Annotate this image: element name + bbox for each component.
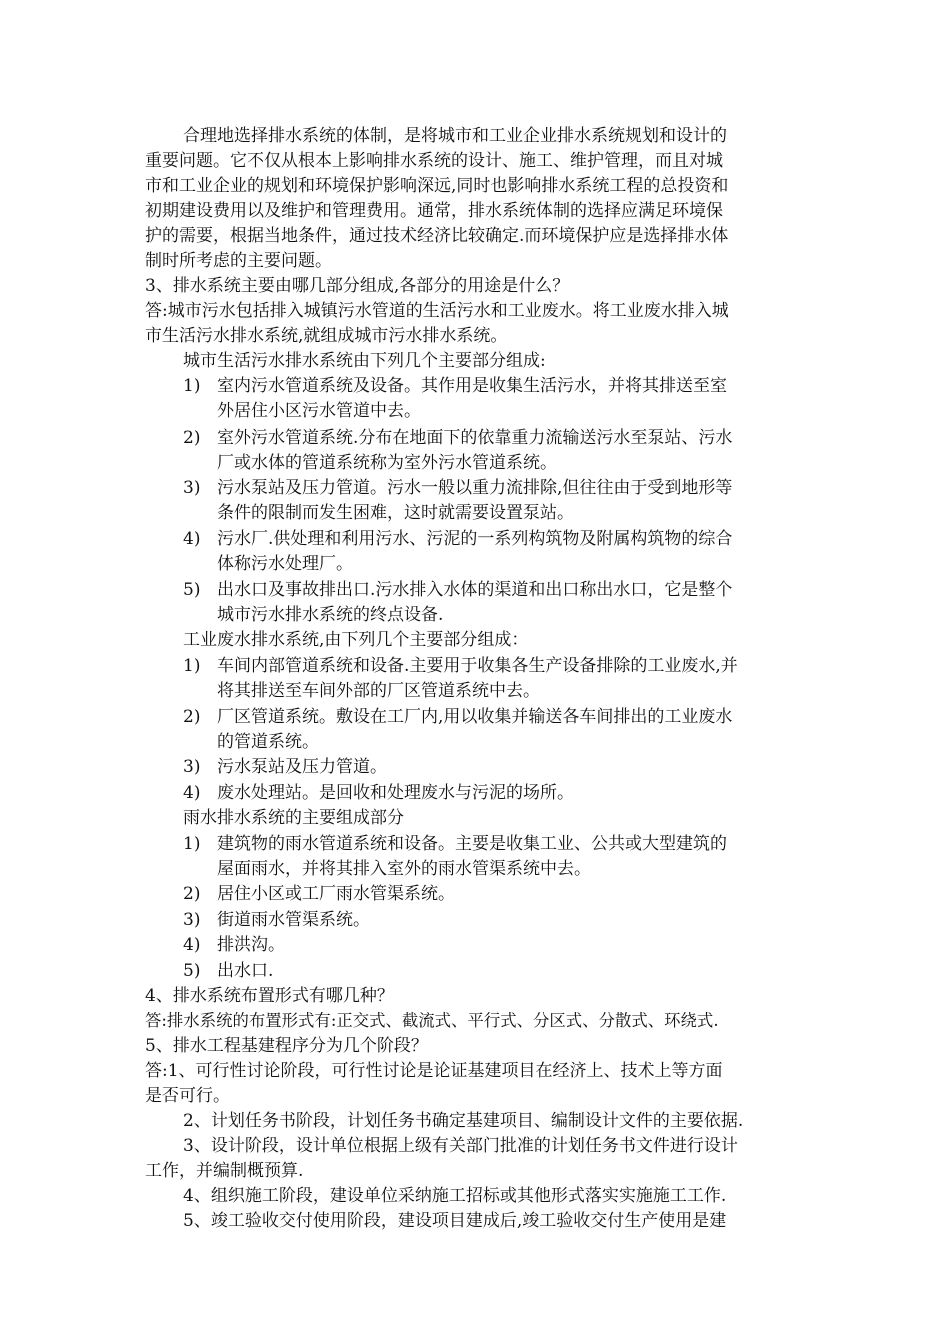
industrial-item-1-number: 1) <box>183 656 201 676</box>
domestic-heading: 城市生活污水排水系统由下列几个主要部分组成: <box>183 351 546 371</box>
q3-answer-line-2: 市生活污水排水系统,就组成城市污水排水系统。 <box>145 326 508 346</box>
rain-item-2-number: 2) <box>183 884 201 904</box>
intro-line-2: 重要问题。它不仅从根本上影响排水系统的设计、施工、维护管理，而且对城 <box>145 151 723 171</box>
intro-line-6: 制时所考虑的主要问题。 <box>145 251 332 271</box>
q3-question: 3、排水系统主要由哪几部分组成,各部分的用途是什么？ <box>145 276 570 296</box>
industrial-item-2-number: 2) <box>183 707 201 727</box>
q5-answer-line-2: 是否可行。 <box>145 1086 230 1106</box>
rain-item-1-line-2: 屋面雨水，并将其排入室外的雨水管渠系统中去。 <box>217 859 591 879</box>
intro-line-5: 护的需要，根据当地条件，通过技术经济比较确定.而环境保护应是选择排水体 <box>145 226 729 246</box>
industrial-item-1-line-2: 将其排送至车间外部的厂区管道系统中去。 <box>217 681 540 701</box>
intro-line-4: 初期建设费用以及维护和管理费用。通常，排水系统体制的选择应满足环境保 <box>145 201 723 221</box>
domestic-item-3-line-2: 条件的限制而发生困难，这时就需要设置泵站。 <box>217 503 574 523</box>
rain-item-3-number: 3) <box>183 910 201 930</box>
domestic-item-3-number: 3) <box>183 478 201 498</box>
domestic-item-2-line-1: 室外污水管道系统.分布在地面下的依靠重力流输送污水至泵站、污水 <box>217 428 733 448</box>
q5-answer-line-1: 答:1、可行性讨论阶段，可行性讨论是论证基建项目在经济上、技术上等方面 <box>145 1061 723 1081</box>
q5-question: 5、排水工程基建程序分为几个阶段？ <box>145 1036 428 1056</box>
rain-item-5-number: 5) <box>183 961 201 981</box>
q3-answer-line-1: 答:城市污水包括排入城镇污水管道的生活污水和工业废水。将工业废水排入城 <box>145 301 729 321</box>
industrial-heading: 工业废水排水系统,由下列几个主要部分组成： <box>183 630 529 650</box>
q5-stage-3-line-2: 工作，并编制概预算. <box>145 1161 304 1181</box>
domestic-item-4-number: 4) <box>183 529 201 549</box>
rain-item-5-line-1: 出水口. <box>217 961 274 981</box>
domestic-item-1-line-1: 室内污水管道系统及设备。其作用是收集生活污水，并将其排送至室 <box>217 376 727 396</box>
rain-item-4-line-1: 排洪沟。 <box>217 935 285 955</box>
domestic-item-4-line-2: 体称污水处理厂。 <box>217 554 353 574</box>
domestic-item-5-line-2: 城市污水排水系统的终点设备. <box>217 605 444 625</box>
domestic-item-2-number: 2) <box>183 428 201 448</box>
q5-stage-2: 2、计划任务书阶段，计划任务书确定基建项目、编制设计文件的主要依据. <box>183 1111 744 1131</box>
industrial-item-4-line-1: 废水处理站。是回收和处理废水与污泥的场所。 <box>217 783 574 803</box>
industrial-item-3-number: 3) <box>183 757 201 777</box>
industrial-item-2-line-1: 厂区管道系统。敷设在工厂内,用以收集并输送各车间排出的工业废水 <box>217 707 733 727</box>
domestic-item-4-line-1: 污水厂.供处理和利用污水、污泥的一系列构筑物及附属构筑物的综合 <box>217 529 733 549</box>
industrial-item-4-number: 4) <box>183 783 201 803</box>
domestic-item-5-line-1: 出水口及事故排出口.污水排入水体的渠道和出口称出水口，它是整个 <box>217 580 733 600</box>
rain-item-1-line-1: 建筑物的雨水管道系统和设备。主要是收集工业、公共或大型建筑的 <box>217 834 727 854</box>
rain-item-4-number: 4) <box>183 935 201 955</box>
q4-question: 4、排水系统布置形式有哪几种？ <box>145 986 394 1006</box>
rain-heading: 雨水排水系统的主要组成部分 <box>183 808 404 828</box>
domestic-item-2-line-2: 厂或水体的管道系统称为室外污水管道系统。 <box>217 453 557 473</box>
rain-item-1-number: 1) <box>183 834 201 854</box>
domestic-item-5-number: 5) <box>183 580 201 600</box>
rain-item-2-line-1: 居住小区或工厂雨水管渠系统。 <box>217 884 455 904</box>
industrial-item-2-line-2: 的管道系统。 <box>217 732 319 752</box>
q5-stage-4: 4、组织施工阶段，建设单位采纳施工招标或其他形式落实实施施工工作. <box>183 1186 727 1206</box>
q5-stage-5: 5、竣工验收交付使用阶段，建设项目建成后,竣工验收交付生产使用是建 <box>183 1211 727 1231</box>
domestic-item-1-line-2: 外居住小区污水管道中去。 <box>217 401 421 421</box>
domestic-item-3-line-1: 污水泵站及压力管道。污水一般以重力流排除,但往往由于受到地形等 <box>217 478 733 498</box>
industrial-item-1-line-1: 车间内部管道系统和设备.主要用于收集各生产设备排除的工业废水,并 <box>217 656 738 676</box>
q4-answer: 答:排水系统的布置形式有:正交式、截流式、平行式、分区式、分散式、环绕式. <box>145 1011 719 1030</box>
intro-line-1: 合理地选择排水系统的体制，是将城市和工业企业排水系统规划和设计的 <box>183 126 727 146</box>
rain-item-3-line-1: 街道雨水管渠系统。 <box>217 910 370 930</box>
domestic-item-1-number: 1) <box>183 376 201 396</box>
industrial-item-3-line-1: 污水泵站及压力管道。 <box>217 757 387 777</box>
q5-stage-3-line-1: 3、设计阶段，设计单位根据上级有关部门批准的计划任务书文件进行设计 <box>183 1136 738 1156</box>
intro-line-3: 市和工业企业的规划和环境保护影响深远,同时也影响排水系统工程的总投资和 <box>145 176 729 196</box>
